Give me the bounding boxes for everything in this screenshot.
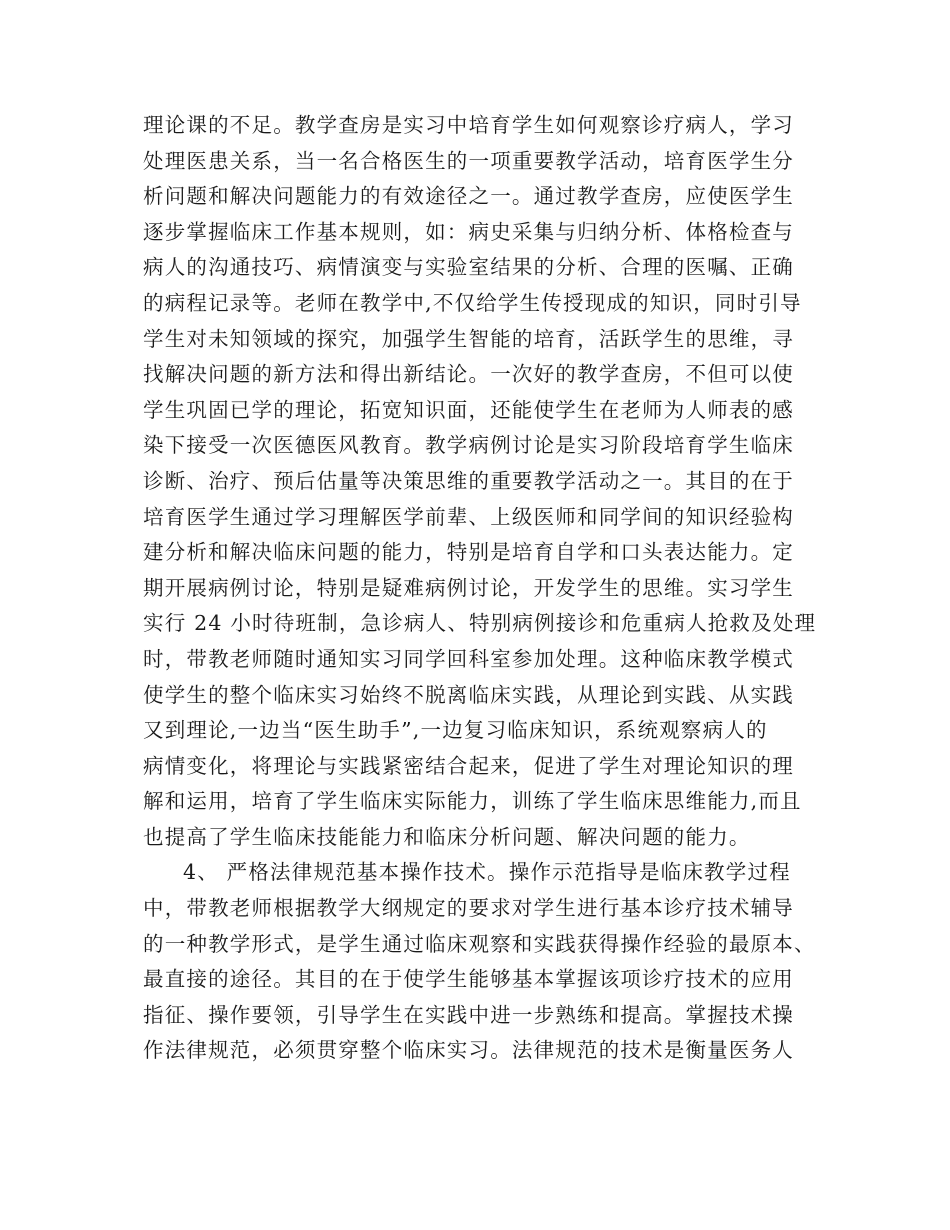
text-line: 解和运用，培育了学生临床实际能力，训练了学生临床思维能力,而且 [143, 789, 802, 814]
text-line: 最直接的途径。其目的在于使学生能够基本掌握该项诊疗技术的应用 [143, 967, 794, 992]
text-line: 处理医患关系，当一名合格医生的一项重要教学活动，培育医学生分 [143, 148, 794, 173]
text-line: 找解决问题的新方法和得出新结论。一次好的教学查房，不但可以使 [143, 362, 794, 387]
text-line: 作法律规范，必须贯穿整个临床实习。法律规范的技术是衡量医务人 [143, 1038, 794, 1063]
text-line: 使学生的整个临床实习始终不脱离临床实践，从理论到实践、从实践 [143, 682, 794, 707]
section-heading-line: 4、 严格法律规范基本操作技术。操作示范指导是临床教学过程 [183, 860, 791, 885]
text-line: 建分析和解决临床问题的能力，特别是培育自学和口头表达能力。定 [143, 540, 794, 565]
text-line: 指征、操作要领，引导学生在实践中进一步熟练和提高。掌握技术操 [143, 1002, 794, 1027]
text-line: 诊断、治疗、预后估量等决策思维的重要教学活动之一。其目的在于 [143, 468, 794, 493]
body-text [143, 108, 817, 1069]
text-line: 学生巩固已学的理论，拓宽知识面，还能使学生在老师为人师表的感 [143, 397, 794, 422]
text-line: 染下接受一次医德医风教育。教学病例讨论是实习阶段培育学生临床 [143, 433, 794, 458]
text-line: 析问题和解决问题能力的有效途径之一。通过教学查房，应使医学生 [143, 184, 794, 209]
text-line: 病情变化，将理论与实践紧密结合起来，促进了学生对理论知识的理 [143, 753, 794, 778]
text-line: 理论课的不足。教学查房是实习中培育学生如何观察诊疗病人，学习 [143, 113, 794, 137]
text-line: 时，带教老师随时通知实习同学回科室参加处理。这种临床教学模式 [143, 646, 794, 671]
text-line: 中，带教老师根据教学大纲规定的要求对学生进行基本诊疗技术辅导 [143, 896, 794, 921]
text-line: 又到理论,一边当“医生助手”,一边复习临床知识，系统观察病人的 [143, 718, 768, 743]
text-line: 培育医学生通过学习理解医学前辈、上级医师和同学间的知识经验构 [143, 504, 794, 529]
text-line: 的一种教学形式，是学生通过临床观察和实践获得操作经验的最原本、 [143, 931, 816, 956]
text-line: 病人的沟通技巧、病情演变与实验室结果的分析、合理的医嘱、正确 [143, 255, 794, 280]
text-line: 也提高了学生临床技能能力和临床分析问题、解决问题的能力。 [143, 824, 751, 849]
text-line: 的病程记录等。老师在教学中,不仅给学生传授现成的知识，同时引导 [143, 290, 802, 315]
text-line: 期开展病例讨论，特别是疑难病例讨论，开发学生的思维。实习学生 [143, 575, 794, 600]
text-line: 逐步掌握临床工作基本规则，如：病史采集与归纳分析、体格检查与 [143, 219, 794, 244]
text-line: 学生对未知领域的探究，加强学生智能的培育，活跃学生的思维，寻 [143, 326, 794, 351]
text-line: 实行 24 小时待班制，急诊病人、特别病例接诊和危重病人抢救及处理 [143, 611, 817, 636]
